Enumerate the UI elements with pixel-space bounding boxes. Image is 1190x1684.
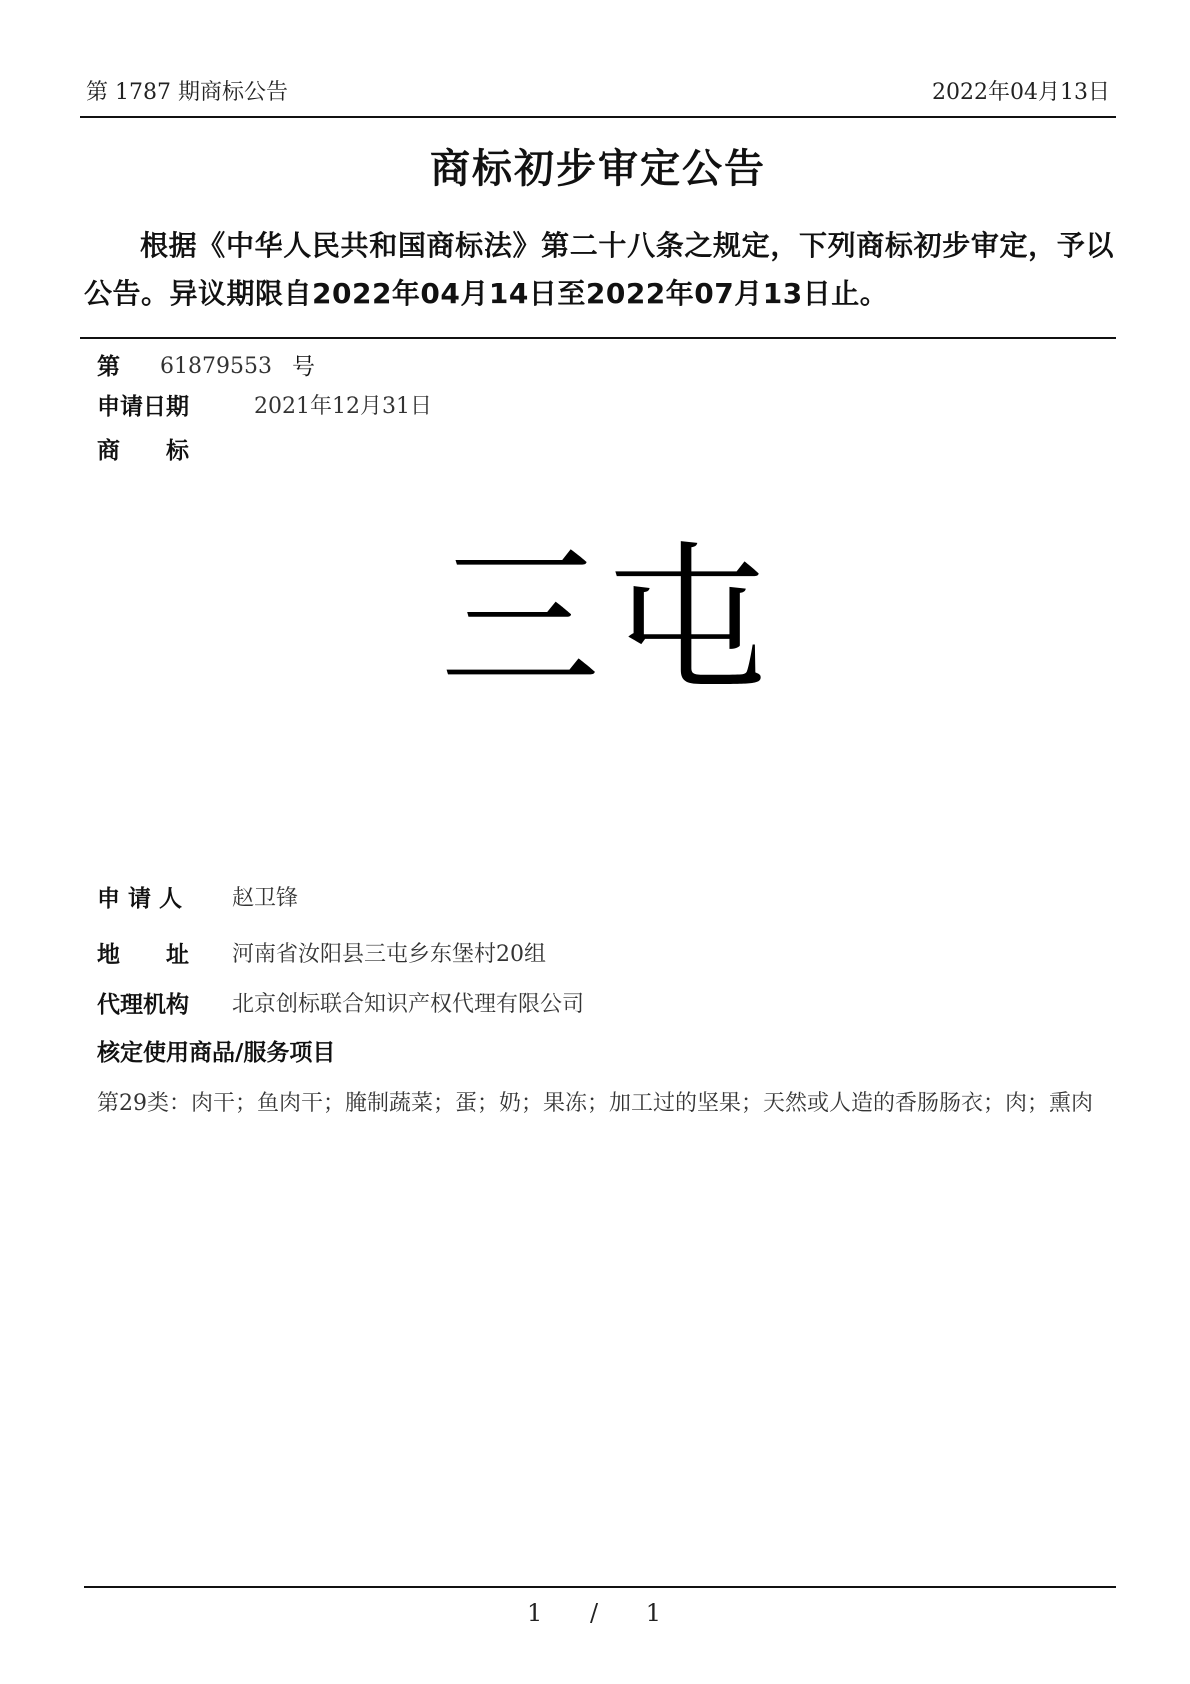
goods-services-label: 核定使用商品/服务项目 xyxy=(97,1040,336,1066)
goods-services-list: 第29类：肉干；鱼肉干；腌制蔬菜；蛋；奶；果冻；加工过的坚果；天然或人造的香肠肠衣；肉；熏肉 xyxy=(97,1091,1093,1116)
agent-name: 北京创标联合知识产权代理有限公司 xyxy=(232,992,585,1017)
announcement-intro: 根据《中华人民共和国商标法》第二十八条之规定，下列商标初步审定，予以公告。异议期限自2022年04月14日至2022年07月13日止。 xyxy=(84,229,1114,310)
issue-number: 第 1787 期商标公告 xyxy=(86,80,288,105)
applicant-name: 赵卫锋 xyxy=(232,886,299,911)
trademark-image: 三屯 xyxy=(440,526,777,713)
page-current: 1 xyxy=(527,1599,545,1627)
filing-date-label: 申请日期 xyxy=(97,394,189,420)
page-separator: / xyxy=(589,1599,601,1627)
footer-divider xyxy=(84,1586,1116,1588)
applicant-label: 申 请 人 xyxy=(97,886,183,912)
section-divider xyxy=(80,337,1116,339)
page-title: 商标初步审定公告 xyxy=(430,146,766,192)
publication-date: 2022年04月13日 xyxy=(932,80,1110,105)
registration-number-prefix: 第 xyxy=(97,354,120,380)
address-label: 地 址 xyxy=(97,942,189,968)
page-indicator xyxy=(0,1598,1190,1628)
filing-date: 2021年12月31日 xyxy=(254,394,432,419)
agent-label: 代理机构 xyxy=(97,992,189,1018)
page-total: 1 xyxy=(645,1599,663,1627)
applicant-address: 河南省汝阳县三屯乡东堡村20组 xyxy=(232,942,546,967)
header-divider xyxy=(80,116,1116,118)
registration-number-suffix: 号 xyxy=(292,354,315,380)
trademark-label: 商 标 xyxy=(97,438,189,464)
registration-number: 61879553 xyxy=(160,354,272,379)
